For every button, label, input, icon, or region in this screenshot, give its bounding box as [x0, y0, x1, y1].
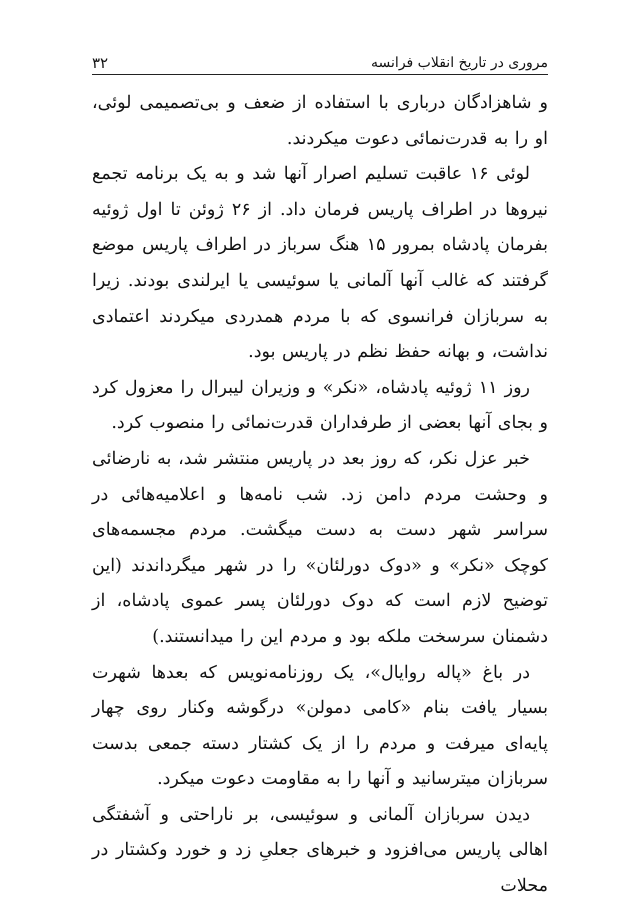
header-divider	[92, 74, 548, 75]
running-header-title: مروری در تاریخ انقلاب فرانسه	[371, 55, 548, 71]
paragraph-continuation: و شاهزادگان درباری با استفاده از ضعف و بی‌تصمیمی لوئی، او را به قدرت‌نمائی دعوت میکردند.	[92, 93, 548, 149]
paragraph: دیدن سربازان آلمانی و سوئیسی، بر ناراحتی و آشفتگی اهالی پاریس می‌افزود و خبرهای جعلیِ زد و خورد وکشتار در محلات	[92, 804, 548, 897]
paragraph: روز ۱۱ ژوئیه پادشاه، «نکر» و وزیران لیبرال را معزول کرد و بجای آنها بعضی از طرفداران قدرت‌نمائی را منصوب کرد.	[92, 377, 548, 434]
paragraph: لوئی ۱۶ عاقبت تسلیم اصرار آنها شد و به یک برنامه تجمع نیروها در اطراف پاریس فرمان داد. از ۲۶ ژوئن تا اول ژوئیه بفرمان پادشاه بمرور ۱۵ هنگ سرباز در اطراف پاریس موضع گرفتند که غالب آنها آلمانی یا سوئیسی یا ایرلندی بودند. زیرا به سربازان فرانسوی که با مردم همدردی میکردند اعتمادی نداشت، و بهانه حفظ نظم در پاریس بود.	[92, 164, 548, 363]
body-text	[92, 86, 548, 905]
page-number: ۳۲	[92, 54, 109, 72]
running-header	[92, 46, 548, 72]
paragraph: در باغ «پاله روایال»، یک روزنامه‌نویس که بعدها شهرت بسیار یافت بنام «کامی دمولن» درگوشه وکنار روی چهار پایه‌ای میرفت و مردم را از یک کشتار دسته جمعی بدست سربازان میترسانید و آنها را به مقاومت دعوت میکرد.	[92, 662, 548, 790]
paragraph: خبر عزل نکر، که روز بعد در پاریس منتشر شد، به نارضائی و وحشت مردم دامن زد. شب نامه‌ها و اعلامیه‌هائی در سراسر شهر دست به دست میگشت. مردم مجسمه‌های کوچک «نکر» و «دوک دورلئان» را در شهر میگرداندند (این توضیح لازم است که دوک دورلئان پسر عموی پادشاه، از دشمنان سرسخت ملکه بود و مردم این را میدانستند.)	[92, 448, 548, 647]
